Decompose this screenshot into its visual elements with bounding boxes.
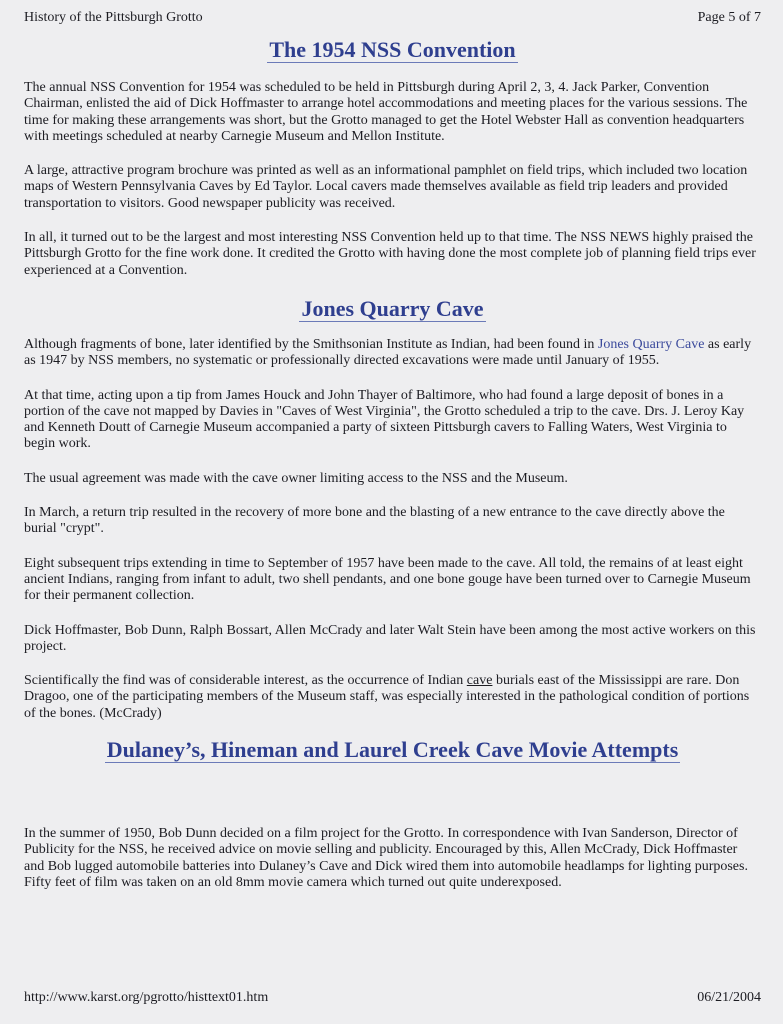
footer-date: 06/21/2004 [697, 990, 761, 1005]
paragraph: Scientifically the find was of considerable interest, as the occurrence of Indian cave burials east of the Mississippi are rare. Don Dragoo, one of the participating members of the Museum staff, was especially interested in the pathological condition of portions of the bones. (McCrady) [24, 673, 750, 721]
paragraph: Although fragments of bone, later identified by the Smithsonian Institute as Indian, had been found in Jones Quarry Cave as early as 1947 by NSS members, no systematic or professionally directed excavations were made until January of 1955. [24, 336, 752, 369]
paragraph: The usual agreement was made with the cave owner limiting access to the NSS and the Museum. [24, 470, 568, 486]
paragraph: Dick Hoffmaster, Bob Dunn, Ralph Bossart, Allen McCrady and later Walt Stein have been among the most active workers on this project. [24, 622, 756, 654]
paragraph: At that time, acting upon a tip from James Houck and John Thayer of Baltimore, who had found a large deposit of bones in a portion of the cave not mapped by Davies in "Caves of West Virginia", the Grotto scheduled a trip to the cave. Drs. J. Leroy Kay and Kenneth Doutt of Carnegie Museum accompanied a party of sixteen Pittsburgh cavers to Falling Waters, West Virginia to begin work. [24, 387, 745, 452]
heading-jones-quarry-cave: Jones Quarry Cave [301, 295, 484, 321]
page-footer [24, 990, 761, 1006]
page-number: Page 5 of 7 [697, 10, 761, 25]
paragraph: In March, a return trip resulted in the recovery of more bone and the blasting of a new entrance to the cave directly above the burial "crypt". [24, 505, 725, 537]
heading-nss-convention: The 1954 NSS Convention [269, 37, 516, 62]
heading-movie-attempts: Dulaney’s, Hineman and Laurel Creek Cave Movie Attempts [106, 737, 679, 763]
paragraph: The annual NSS Convention for 1954 was scheduled to be held in Pittsburgh during April 2, 3, 4. Jack Parker, Convention Chairman, enlisted the aid of Dick Hoffmaster to arrange hotel accommodations and meeting places for the various sessions. The time for making these arrangements was short, but the Grotto managed to get the Hotel Webster Hall as convention headquarters with meetings scheduled at nearby Carnegie Museum and Mellon Institute. [24, 80, 748, 144]
paragraph: In the summer of 1950, Bob Dunn decided on a film project for the Grotto. In correspondence with Ivan Sanderson, Director of Publicity for the NSS, he received advice on movie selling and publicity. Encouraged by this, Allen McCrady, Dick Hoffmaster and Bob lugged automobile batteries into Dulaney’s Cave and Dick wired them into automobile headlamps for lighting purposes. Fifty feet of film was taken on an old 8mm movie camera which turned out quite underexposed. [24, 826, 748, 890]
document-title: History of the Pittsburgh Grotto [24, 10, 203, 25]
paragraph: Eight subsequent trips extending in time to September of 1957 have been made to the cave. All told, the remains of at least eight ancient Indians, ranging from infant to adult, two shell pendants, and one bone gouge have been turned over to Carnegie Museum for their permanent collection. [24, 555, 751, 604]
page-header [24, 0, 761, 32]
footer-url: http://www.karst.org/pgrotto/histtext01.htm [24, 990, 269, 1005]
paragraph: A large, attractive program brochure was printed as well as an informational pamphlet on field trips, which included two location maps of Western Pennsylvania Caves by Ed Taylor. Local cavers made themselves available as field trip leaders and provided transportation to visitors. Good newspaper publicity was received. [24, 163, 748, 211]
jones-quarry-cave-link[interactable]: Jones Quarry Cave [597, 336, 705, 352]
paragraph: In all, it turned out to be the largest and most interesting NSS Convention held up to that time. The NSS NEWS highly praised the Pittsburgh Grotto for the fine work done. It credited the Grotto with having done the most complete job of planning field trips ever experienced at a Convention. [24, 230, 756, 278]
